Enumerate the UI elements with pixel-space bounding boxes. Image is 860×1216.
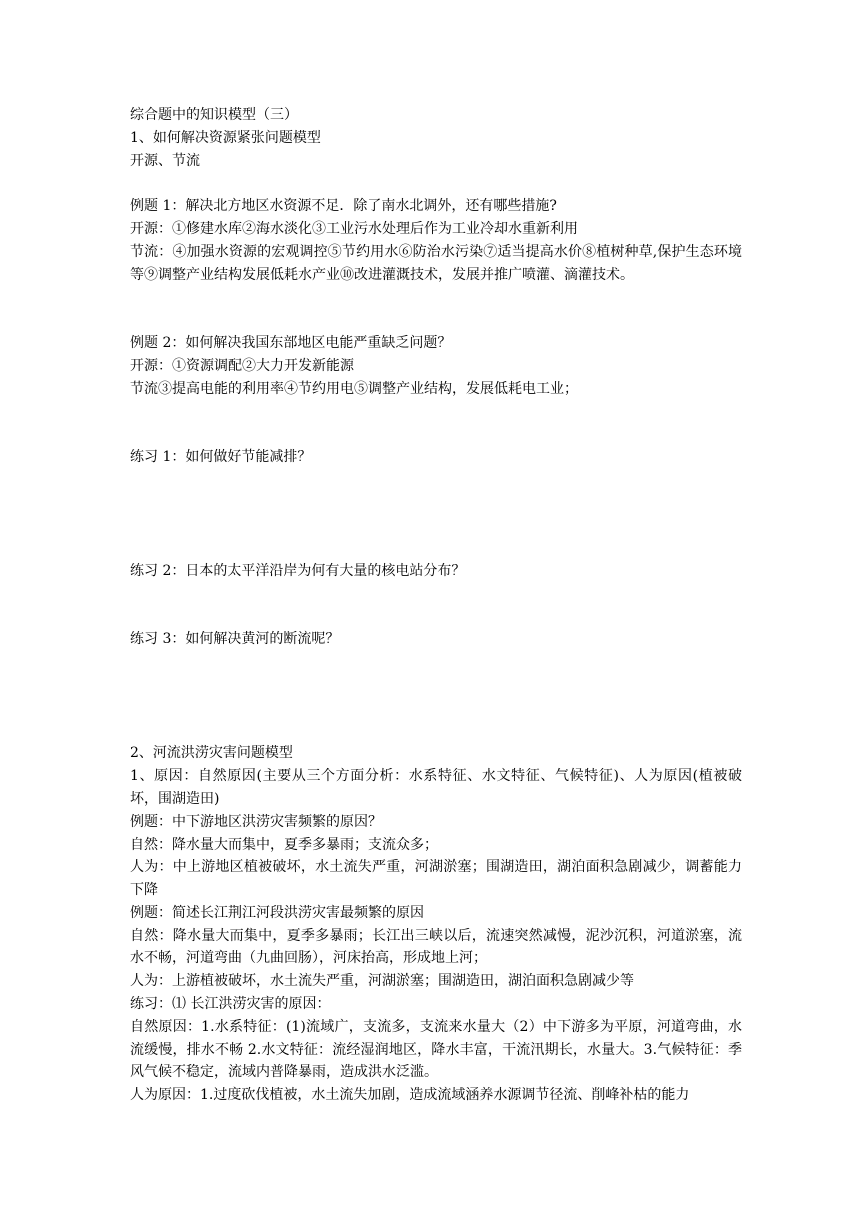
flood-practice-title: 练习：⑴ 长江洪涝灾害的原因： (130, 996, 331, 1013)
example1-question: 例题 1：解决北方地区水资源不足．除了南水北调外，还有哪些措施? (130, 198, 557, 215)
principle-text: 开源、节流 (130, 152, 200, 169)
flood-example2-question: 例题：简述长江荆江河段洪涝灾害最频繁的原因 (130, 904, 424, 921)
flood-example2-human: 人为：上游植被破坏，水土流失严重，河湖淤塞；围湖造田，湖泊面积急剧减少等 (130, 973, 634, 990)
example1-kaiyuan: 开源：①修建水库②海水淡化③工业污水处理后作为工业冷却水重新利用 (130, 220, 578, 237)
practice1-question: 练习 1：如何做好节能减排？ (130, 448, 312, 465)
document-page (130, 104, 742, 1107)
example2-kaiyuan: 开源：①资源调配②大力开发新能源 (130, 357, 354, 374)
flood-cause-text: 1、原因：自然原因(主要从三个方面分析：水系特征、水文特征、气候特征)、人为原因(植被破坏，围湖造田) (130, 768, 742, 807)
example2-question: 例题 2：如何解决我国东部地区电能严重缺乏问题？ (130, 334, 452, 351)
example1-jieliu: 节流：④加强水资源的宏观调控⑤节约用水⑥防治水污染⑦适当提高水价⑧植树种草,保护生态环境等⑨调整产业结构发展低耗水产业⑩改进灌溉技术，发展并推广喷灌、滴灌技术。 (130, 243, 742, 283)
practice2-question: 练习 2：日本的太平洋沿岸为何有大量的核电站分布？ (130, 562, 466, 579)
flood-example1-question: 例题：中下游地区洪涝灾害频繁的原因？ (130, 813, 382, 830)
flood-example1-natural: 自然：降水量大而集中，夏季多暴雨；支流众多； (130, 836, 438, 853)
practice3-question: 练习 3：如何解决黄河的断流呢？ (130, 631, 340, 648)
flood-practice-natural: 自然原因：1.水系特征：(1)流域广，支流多，支流来水量大（2）中下游多为平原，河道弯曲，水流缓慢，排水不畅 2.水文特征：流经湿润地区，降水丰富，干流汛期长，水量大。3.气候特征：季风气候不稳定，流域内普降暴雨，造成洪水泛滥。 (130, 1018, 742, 1081)
example2-jieliu: 节流③提高电能的利用率④节约用电⑤调整产业结构，发展低耗电工业； (130, 380, 578, 397)
section-heading-resources: 1、如何解决资源紧张问题模型 (130, 129, 321, 146)
flood-example1-human: 人为：中上游地区植被破坏，水土流失严重，河湖淤塞；围湖造田，湖泊面积急剧减少，调蓄能力下降 (130, 859, 742, 899)
flood-example2-natural: 自然：降水量大而集中，夏季多暴雨；长江出三峡以后，流速突然减慢，泥沙沉积，河道淤塞，流水不畅，河道弯曲（九曲回肠），河床抬高，形成地上河； (130, 927, 742, 967)
section-heading-flood: 2、河流洪涝灾害问题模型 (130, 745, 293, 762)
flood-practice-human: 人为原因：1.过度砍伐植被，水土流失加剧，造成流域涵养水源调节径流、削峰补枯的能力 (130, 1087, 690, 1104)
document-title: 综合题中的知识模型（三） (130, 107, 298, 123)
